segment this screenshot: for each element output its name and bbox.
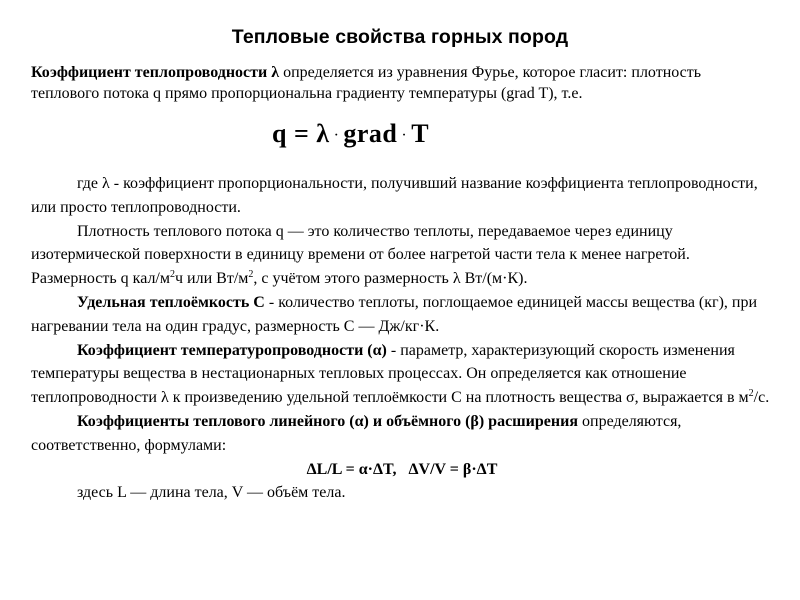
formula-dot-2: · <box>401 127 408 145</box>
fourier-formula <box>272 119 429 149</box>
body-text <box>31 172 773 505</box>
superscript: 2 <box>170 269 175 281</box>
diffusivity-text-b: /с. <box>753 389 770 407</box>
paragraph-legend: здесь L — длина тела, V — объём тела. <box>77 484 346 502</box>
diffusivity-term: Коэффициент температуропроводности (α) <box>77 341 387 359</box>
intro-term: Коэффициент теплопроводности λ <box>31 64 280 81</box>
formula-var: T <box>411 119 430 148</box>
heat-flux-text-a: Плотность теплового потока q — это количество теплоты, передаваемое через единицу изотермической поверхности в единицу времени от более нагретой части тела к менее нагретой. Размерность q кал/м <box>31 222 690 288</box>
heat-flux-text-b: ч или Вт/м <box>175 270 249 288</box>
formula-lhs: q = <box>272 119 310 148</box>
expansion-text: определяются, соответственно, формулами: <box>31 412 682 454</box>
heat-flux-text-c: , с учётом этого размерность λ Вт/(м·К). <box>253 270 528 288</box>
superscript: 2 <box>248 269 254 281</box>
formula-grad: grad <box>343 119 398 148</box>
paragraph-heat-capacity <box>31 291 773 339</box>
page-title: Тепловые свойства горных пород <box>231 26 569 48</box>
diffusivity-text-a: - параметр, характеризующий скорость изменения температуры вещества в нестационарных тепловых процессах. Он определяется как отношение теплопроводности λ к произведению удельной теплоёмкости С на плотность вещества σ, выражается в м <box>31 341 749 407</box>
intro-text: определяется из уравнения Фурье, которое гласит: плотность теплового потока q прямо пропорциональна градиенту температуры (grad T), т.е. <box>31 64 702 102</box>
superscript: 2 <box>748 388 754 400</box>
paragraph-lambda-definition: где λ - коэффициент пропорциональности, получивший название коэффициента теплопроводности, или просто теплопроводности. <box>31 175 758 216</box>
paragraph-expansion <box>31 410 773 458</box>
expansion-formula: ΔL/L = α·ΔT, ΔV/V = β·ΔT <box>306 460 498 478</box>
intro-paragraph <box>31 62 771 104</box>
paragraph-heat-flux <box>31 220 773 291</box>
expansion-term: Коэффициенты теплового линейного (α) и объёмного (β) расширения <box>77 412 578 430</box>
heat-capacity-text: - количество теплоты, поглощаемое единицей массы вещества (кг), при нагревании тела на один градус, размерность С — Дж/кг·К. <box>31 293 758 335</box>
formula-dot: · <box>333 127 340 145</box>
heat-capacity-term: Удельная теплоёмкость С <box>77 293 265 311</box>
paragraph-diffusivity <box>31 339 773 410</box>
formula-lambda: λ <box>316 119 330 148</box>
